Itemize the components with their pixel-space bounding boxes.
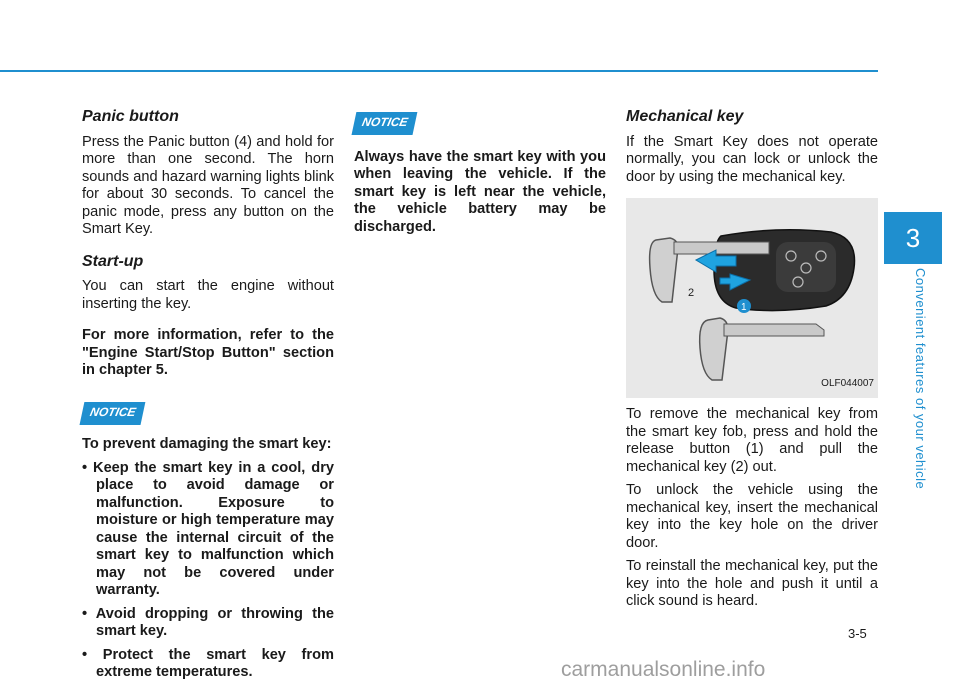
spare-key-blade — [724, 324, 824, 336]
column-1 — [82, 108, 334, 688]
smart-key-figure — [626, 198, 878, 398]
figure-code: OLF044007 — [821, 377, 874, 389]
notice-badge: NOTICE — [80, 402, 146, 425]
startup-heading: Start-up — [82, 252, 144, 270]
notice-text: Always have the smart key with you when leaving the vehicle. If the smart key is left near the vehicle, the vehicle battery may be discharged. — [354, 148, 606, 235]
callout-1: 1 — [741, 302, 747, 313]
startup-text: You can start the engine without inserting the key. — [82, 278, 334, 312]
panic-button-heading: Panic button — [82, 108, 179, 125]
startup-reference: For more information, refer to the "Engine Start/Stop Button" section in chapter 5. — [82, 327, 334, 378]
header-rule — [0, 70, 878, 72]
notice-intro: To prevent damaging the smart key: — [82, 436, 332, 452]
chapter-title: Convenient features of your vehicle — [913, 268, 928, 490]
fob-button-panel — [776, 242, 836, 292]
notice-bullet-list — [82, 460, 334, 682]
chapter-number-tab: 3 — [884, 212, 942, 264]
column-2 — [354, 108, 606, 236]
page-number: 3-5 — [848, 626, 867, 641]
list-item: • Avoid dropping or throwing the smart key. — [82, 605, 334, 639]
mechanical-key-para-1: To remove the mechanical key from the smart key fob, press and hold the release button (1) and pull the mechanical key (2) out. — [626, 406, 878, 475]
mechanical-key-para-3: To reinstall the mechanical key, put the key into the hole and push it until a click sound is heard. — [626, 558, 878, 609]
callout-2: 2 — [688, 287, 695, 299]
mechanical-key-intro: If the Smart Key does not operate normally, you can lock or unlock the door by using the mechanical key. — [626, 133, 878, 185]
mechanical-key-blade — [674, 242, 769, 254]
panic-button-text: Press the Panic button (4) and hold for more than one second. The horn sounds and hazard warning lights blink for about 30 seconds. To cancel the panic mode, press any button on the Smart Key. — [82, 133, 334, 237]
notice-badge: NOTICE — [352, 112, 418, 135]
watermark: carmanualsonline.info — [561, 658, 766, 681]
mechanical-key-heading: Mechanical key — [626, 108, 744, 125]
mechanical-key-para-2: To unlock the vehicle using the mechanical key, insert the mechanical key into the key hole on the driver door. — [626, 482, 878, 551]
smart-key-illustration — [626, 198, 878, 398]
list-item: • Protect the smart key from extreme temperatures. — [82, 646, 334, 680]
list-item: • Keep the smart key in a cool, dry place to avoid damage or malfunction. Exposure to moisture or high temperature may cause the internal circuit of the smart key to malfunction which may not be covered under warranty. — [82, 459, 334, 598]
column-3 — [626, 108, 878, 611]
